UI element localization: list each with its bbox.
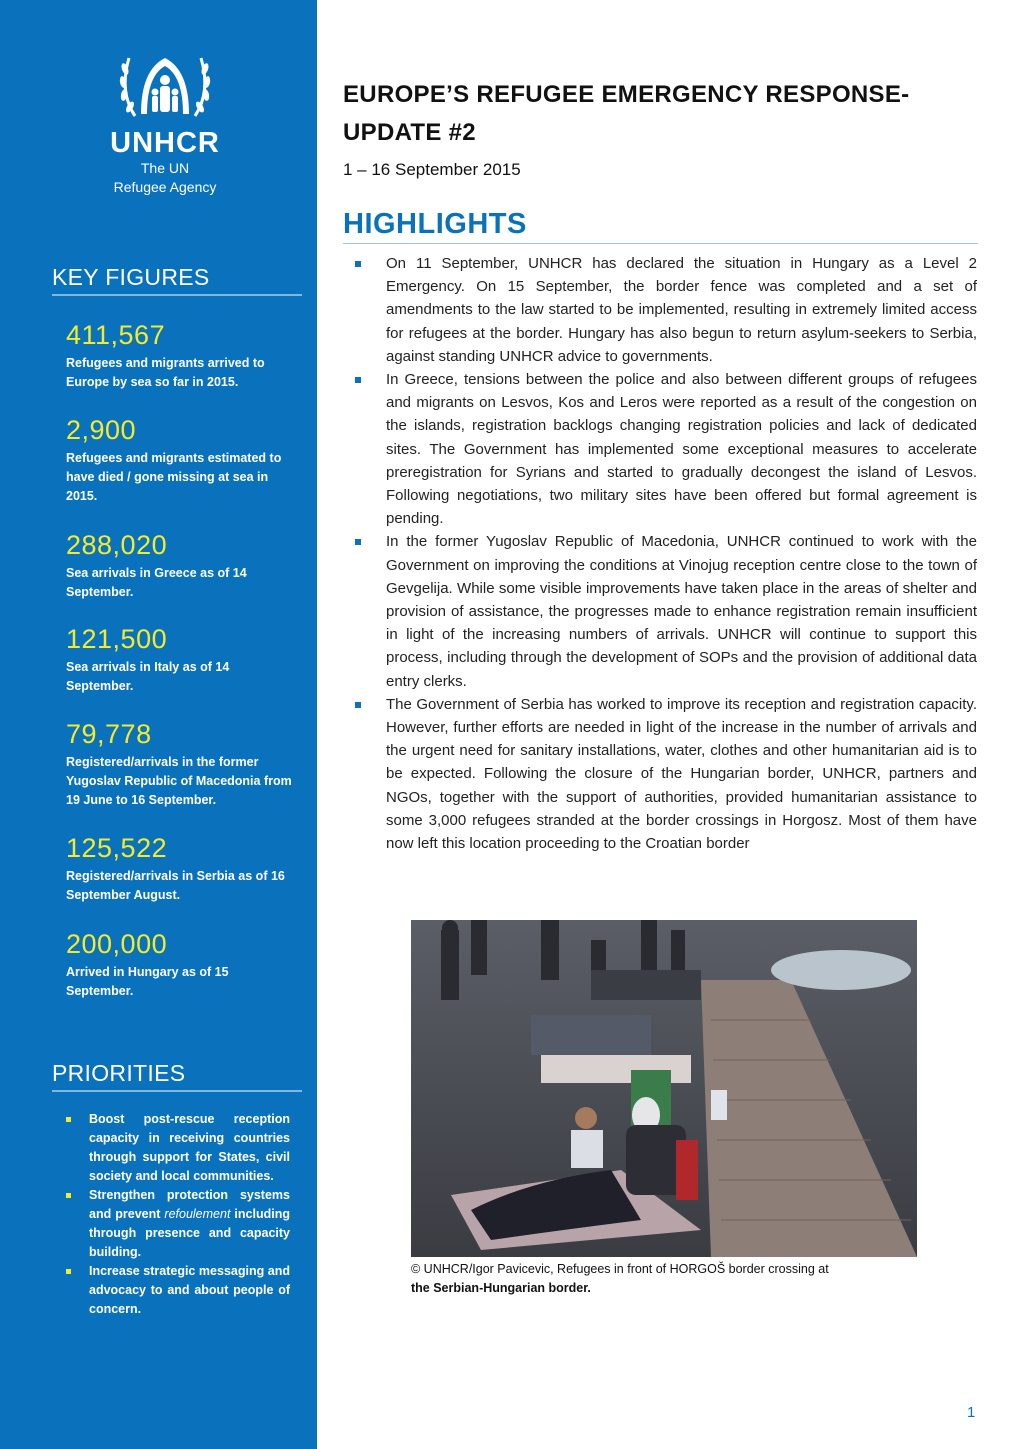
bullet-icon	[355, 377, 361, 383]
key-figure	[66, 320, 296, 392]
key-figures-heading: KEY FIGURES	[52, 264, 302, 296]
logo-subtitle-2: Refugee Agency	[113, 179, 217, 195]
highlight-item	[350, 530, 977, 692]
caption-line-1: © UNHCR/Igor Pavicevic, Refugees in front of HORGOŠ border crossing at	[411, 1262, 829, 1276]
key-figure-desc: Registered/arrivals in the former Yugoslav Republic of Macedonia from 19 June to 16 September.	[66, 755, 292, 807]
key-figure-value: 79,778	[66, 719, 152, 749]
key-figure-value: 288,020	[66, 530, 168, 560]
logo-subtitle-1: The UN	[140, 160, 190, 176]
key-figure-desc: Arrived in Hungary as of 15 September.	[66, 965, 229, 998]
photo-caption	[411, 1260, 921, 1298]
key-figure-value: 411,567	[66, 320, 166, 350]
bullet-icon	[66, 1117, 71, 1122]
key-figure-value: 200,000	[66, 929, 168, 959]
key-figure-desc: Refugees and migrants estimated to have died / gone missing at sea in 2015.	[66, 451, 282, 503]
key-figure	[66, 833, 296, 905]
key-figure	[66, 415, 296, 506]
highlight-text: On 11 September, UNHCR has declared the situation in Hungary as a Level 2 Emergency. On 15 September, the border fence was completed and a set of amendments to the law started to be implemented, resulting in extremely limited access for refugees at the border. Hungary has also begun to return asylum-seekers to Serbia, against standing UNHCR advice to governments.	[386, 255, 977, 365]
title-line-1: EUROPE’S REFUGEE EMERGENCY RESPONSE-	[343, 81, 910, 108]
caption-line-2: the Serbian-Hungarian border.	[411, 1281, 591, 1295]
unhcr-laurel-family-icon	[115, 44, 215, 124]
key-figure-desc: Sea arrivals in Greece as of 14 September.	[66, 566, 247, 599]
priority-italic-term: refoulement	[164, 1207, 231, 1221]
key-figure-value: 125,522	[66, 833, 168, 863]
key-figure	[66, 719, 296, 810]
document-title	[343, 76, 963, 152]
priority-text: including through presence and capacity building.	[89, 1207, 290, 1259]
photo-illustration	[411, 920, 917, 1257]
key-figure-value: 2,900	[66, 415, 137, 445]
title-line-2: UPDATE #2	[343, 119, 476, 146]
refugees-photo	[411, 920, 917, 1257]
highlight-item	[350, 252, 977, 368]
highlight-item	[350, 368, 977, 530]
bullet-icon	[66, 1269, 71, 1274]
priorities-heading: PRIORITIES	[52, 1060, 302, 1092]
bullet-icon	[66, 1193, 71, 1198]
priority-item	[62, 1110, 290, 1186]
page-number: 1	[967, 1404, 976, 1421]
priority-text: Strengthen protection systems and prevent	[89, 1188, 290, 1221]
highlights-heading: HIGHLIGHTS	[343, 208, 978, 244]
highlight-item	[350, 693, 977, 855]
sidebar	[0, 0, 317, 1449]
document-date: 1 – 16 September 2015	[343, 160, 521, 179]
priority-item	[62, 1262, 290, 1319]
highlight-text: The Government of Serbia has worked to improve its reception and registration capacity. However, further efforts are needed in light of the increase in the number of arrivals and the urgent need for sanitary installations, water, clothes and other humanitarian aid is to be expected. Following the closure of the Hungarian border, UNHCR, partners and NGOs, together with the support of authorities, provided humanitarian assistance to some 3,000 refugees stranded at the border crossings in Horgosz. Most of them have now left this location proceeding to the Croatian border	[386, 695, 977, 853]
bullet-icon	[355, 261, 361, 267]
key-figure-desc: Registered/arrivals in Serbia as of 16 September August.	[66, 869, 285, 902]
unhcr-logo	[100, 44, 230, 196]
key-figure	[66, 624, 296, 696]
priority-item	[62, 1186, 290, 1262]
key-figure-desc: Refugees and migrants arrived to Europe by sea so far in 2015.	[66, 356, 265, 389]
logo-wordmark: UNHCR	[110, 127, 220, 159]
highlight-text: In the former Yugoslav Republic of Macedonia, UNHCR continued to work with the Government on improving the conditions at Vinojug reception centre close to the town of Gevgelija. While some visible improvements have taken place in the areas of shelter and provision of assistance, the progresses made to enhance registration remain insufficient in light of the increasing numbers of arrivals. UNHCR will continue to support this process, including through the development of SOPs and the provision of additional data entry clerks.	[386, 533, 977, 690]
key-figure-value: 121,500	[66, 624, 168, 654]
key-figure	[66, 530, 296, 602]
bullet-icon	[355, 539, 361, 545]
key-figure	[66, 929, 296, 1001]
priority-text: Boost post-rescue reception capacity in receiving countries through support for States, civil society and local communities.	[89, 1112, 290, 1183]
key-figure-desc: Sea arrivals in Italy as of 14 September.	[66, 660, 230, 693]
priorities-list	[62, 1110, 290, 1319]
highlights-list	[350, 252, 977, 855]
bullet-icon	[355, 702, 361, 708]
priority-text: Increase strategic messaging and advocacy to and about people of concern.	[89, 1264, 290, 1316]
highlight-text: In Greece, tensions between the police and also between different groups of refugees and migrants on Lesvos, Kos and Leros were reported as a result of the congestion on the islands, registration backlogs changing registration policies and lack of dedicated sites. The Government has implemented some exceptional measures to accelerate preregistration for Syrians and started to gradually decongest the island of Lesvos. Following negotiations, two military sites have been offered but formal agreement is pending.	[386, 371, 977, 528]
